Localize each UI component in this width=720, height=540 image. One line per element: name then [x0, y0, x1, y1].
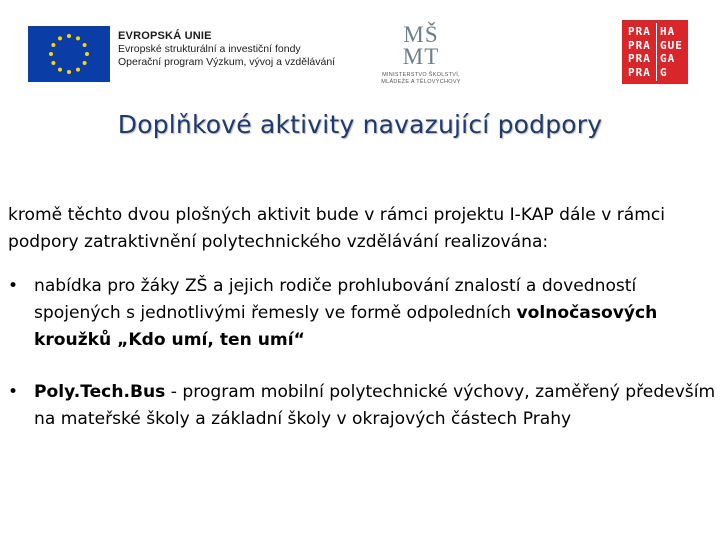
- slide-content: [8, 202, 716, 458]
- eu-logo-line3: Operační program Výzkum, vývoj a vzdělávání: [118, 56, 336, 68]
- bullet-item-polytechbus: [8, 379, 716, 433]
- eu-logo-line2: Evropské strukturální a investiční fondy: [118, 43, 301, 55]
- msmt-mark-line2: MT: [402, 44, 440, 69]
- bullet-item-kurzy: [8, 273, 716, 354]
- praha-logo-left-column: [628, 25, 651, 79]
- intro-paragraph: kromě těchto dvou plošných aktivit bude v rámci projektu I-KAP dále v rámci podpory zatraktivnění polytechnického vzdělávání realizována:: [8, 205, 666, 252]
- bullet-1-text: nabídka pro žáky ZŠ a jejich rodiče prohlubování znalostí a dovedností spojených s jednotlivými řemesly ve formě odpoledních: [34, 276, 637, 323]
- msmt-sub-line2: MLÁDEŽE A TĚLOVÝCHOVY: [381, 79, 461, 85]
- praha-right-4: G: [660, 65, 668, 79]
- msmt-logo-subtitle: [365, 72, 477, 86]
- bullet-1-bold: volnočasových kroužků „Kdo umí, ten umí“: [34, 303, 658, 350]
- msmt-mark-icon: [395, 24, 447, 74]
- bullet-icon: •: [8, 382, 19, 402]
- eu-logo-line1: EVROPSKÁ UNIE: [118, 30, 212, 42]
- logo-bar: [0, 0, 720, 100]
- eu-logo-text: [118, 30, 358, 69]
- praha-left-4: PRA: [628, 65, 651, 79]
- slide-title: Doplňkové aktivity navazující podpory: [117, 110, 603, 139]
- praha-logo-divider: [656, 23, 657, 81]
- praha-left-2: PRA: [628, 38, 651, 52]
- bullet-2-bold: Poly.Tech.Bus: [34, 382, 166, 402]
- praha-logo: [622, 20, 688, 84]
- msmt-mark-line1: MŠ: [403, 22, 439, 47]
- bullet-list: [8, 273, 716, 433]
- praha-right-1: HA: [660, 25, 676, 38]
- eu-flag-icon: [28, 26, 110, 82]
- msmt-sub-line1: MINISTERSTVO ŠKOLSTVÍ,: [382, 72, 460, 78]
- praha-left-1: PRA: [628, 25, 651, 38]
- praha-logo-right-column: [660, 25, 683, 79]
- msmt-logo: [365, 24, 477, 92]
- bullet-icon: •: [8, 276, 19, 296]
- praha-right-2: GUE: [660, 38, 683, 52]
- bullet-2-text: - program mobilní polytechnické výchovy, zaměřený především na mateřské školy a základní školy v okrajových částech Prahy: [34, 382, 716, 429]
- praha-left-3: PRA: [628, 52, 651, 65]
- praha-right-3: GA: [660, 52, 676, 65]
